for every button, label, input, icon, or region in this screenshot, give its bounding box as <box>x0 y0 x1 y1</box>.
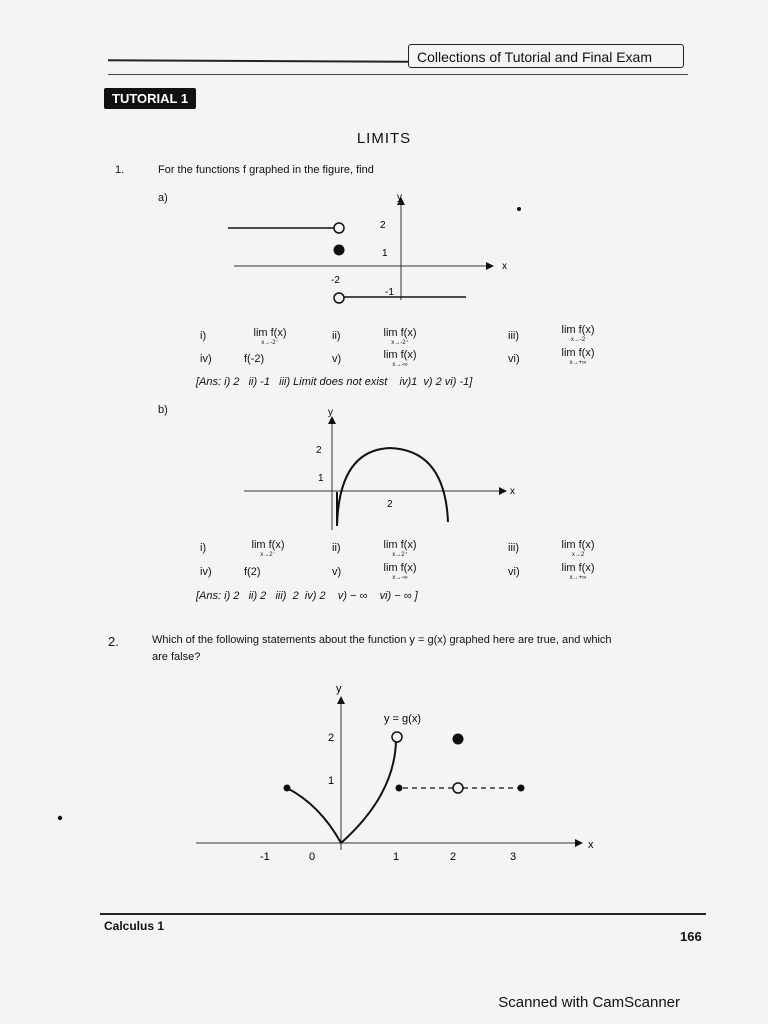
q1b-item-2-num: ii) <box>332 542 341 554</box>
graph-a-x-label: x <box>502 261 507 272</box>
q1b-item-4: f(2) <box>244 566 261 578</box>
graph-q2-ytick-2: 2 <box>328 732 335 744</box>
q1b-item-1: lim f(x) x→2⁻ <box>251 539 285 558</box>
graph-q2-open-point-2-1 <box>453 783 463 793</box>
q1-number: 1. <box>115 164 125 176</box>
graph-a-tick-m2: -2 <box>331 275 340 286</box>
q1a-item-5-num: v) <box>332 353 342 365</box>
q1a-answer: [Ans: i) 2 ii) -1 iii) Limit does not exist iv)1 v) 2 vi) -1] <box>196 376 473 388</box>
graph-q2-y-label: y <box>336 683 342 695</box>
q1a-item-4-num: iv) <box>200 353 212 365</box>
graph-q2-xtick-m1: -1 <box>260 851 270 863</box>
graph-q2-xtick-3: 3 <box>510 851 517 863</box>
q1b-item-3-num: iii) <box>508 542 519 554</box>
tutorial-badge: TUTORIAL 1 <box>104 88 196 109</box>
q1a-item-5: lim f(x) x→-∞ <box>383 349 417 368</box>
graph-q2-xtick-2: 2 <box>450 851 457 863</box>
graph-q2-xtick-0: 0 <box>309 851 316 863</box>
q1b-item-5: lim f(x) x→-∞ <box>383 562 417 581</box>
q2-prompt-line2: are false? <box>152 651 201 663</box>
q1b-item-2: lim f(x) x→2⁺ <box>383 539 417 558</box>
graph-b-y-label: y <box>328 407 333 418</box>
header-title: Collections of Tutorial and Final Exam <box>408 44 684 68</box>
footer-course: Calculus 1 <box>104 919 165 933</box>
graph-q2-filled-point-2-2 <box>453 734 464 745</box>
camscanner-watermark: Scanned with CamScanner <box>498 994 680 1011</box>
graph-b-x-label: x <box>510 486 515 497</box>
graph-a-tick-m1: -1 <box>385 287 394 298</box>
graph-b-xtick-2: 2 <box>387 499 393 510</box>
q1a-item-6-num: vi) <box>508 353 520 365</box>
q2-prompt-line1: Which of the following statements about the function y = g(x) graphed here are true, and which <box>152 634 612 646</box>
q1b-item-6: lim f(x) x→+∞ <box>561 562 595 581</box>
graph-b-tick-2: 2 <box>316 445 322 456</box>
graph-q2-left-curve <box>287 788 341 843</box>
q1a-item-2: lim f(x) x→-2⁺ <box>383 327 417 346</box>
q1a-item-1: lim f(x) x→-2⁻ <box>253 327 287 346</box>
q1a-label: a) <box>158 192 168 204</box>
graph-a-tick-2: 2 <box>380 220 386 231</box>
q1b-label: b) <box>158 404 168 416</box>
q1-prompt: For the functions f graphed in the figure, find <box>158 164 374 176</box>
q1b-item-5-num: v) <box>332 566 342 578</box>
q1b-answer: [Ans: i) 2 ii) 2 iii) 2 iv) 2 v) − ∞ vi) − ∞ ] <box>196 590 418 602</box>
q1a-item-2-num: ii) <box>332 330 341 342</box>
graph-q2-point-m1 <box>284 785 291 792</box>
graph-q2-xtick-1: 1 <box>393 851 400 863</box>
graph-b-tick-1: 1 <box>318 473 324 484</box>
q1b-item-1-num: i) <box>200 542 207 554</box>
q1a-item-3: lim f(x) x→-2 <box>561 324 595 343</box>
q2-number: 2. <box>108 634 119 649</box>
q1b-item-6-num: vi) <box>508 566 520 578</box>
graph-q2-curve-label: y = g(x) <box>384 713 421 725</box>
graph-q2-point-1-1 <box>396 785 403 792</box>
q1a-item-1-num: i) <box>200 330 207 342</box>
page-title: LIMITS <box>356 130 412 147</box>
footer-page-number: 166 <box>680 929 702 944</box>
q1a-item-4: f(-2) <box>244 353 265 365</box>
graph-q2-x-label: x <box>588 839 594 851</box>
q1a-item-3-num: iii) <box>508 330 519 342</box>
q1a-item-6: lim f(x) x→+∞ <box>561 347 595 366</box>
graph-q2-ytick-1: 1 <box>328 775 335 787</box>
q1b-item-4-num: iv) <box>200 566 212 578</box>
graph-q2-right-curve <box>341 740 396 843</box>
graph-a-tick-1: 1 <box>382 248 388 259</box>
q1b-item-3: lim f(x) x→2 <box>561 539 595 558</box>
graph-q2-open-point-1-2 <box>392 732 402 742</box>
footer-rule <box>100 913 706 915</box>
graph-q2-point-3-1 <box>518 785 525 792</box>
graph-a-y-label: y <box>397 192 402 203</box>
margin-dot <box>58 816 62 820</box>
